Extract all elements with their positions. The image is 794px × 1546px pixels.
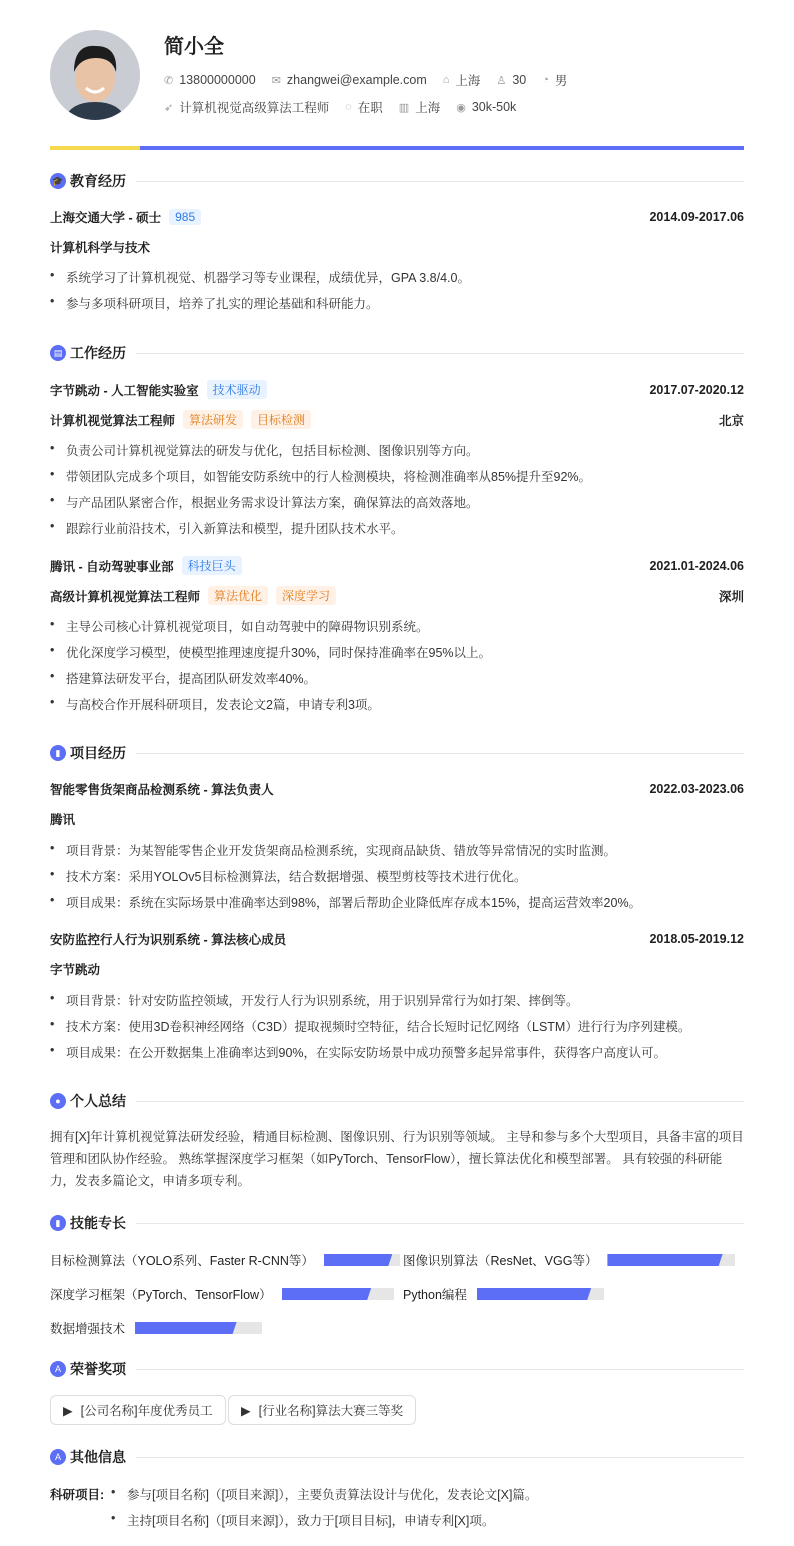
education-row: 上海交通大学 - 硕士 985 2014.09-2017.06	[50, 210, 744, 225]
work-row: 腾讯 - 自动驾驶事业部 科技巨头 2021.01-2024.06	[50, 556, 744, 575]
skill-item: 数据增强技术	[50, 1319, 262, 1337]
section-summary: ● 个人总结	[50, 1091, 744, 1111]
salary: 30k-50k	[471, 100, 517, 114]
project-org: 腾讯	[50, 813, 76, 827]
section-projects: ▮ 项目经历	[50, 743, 744, 763]
section-other: A 其他信息	[50, 1447, 744, 1467]
role-row: 高级计算机视觉算法工程师 算法优化 深度学习 深圳	[50, 586, 744, 605]
skill-bar	[477, 1288, 591, 1300]
contact-row	[164, 71, 567, 89]
candidate-name: 简小全	[164, 36, 224, 58]
gender: 男	[554, 74, 568, 88]
tag: 985	[169, 209, 201, 225]
avatar	[50, 30, 140, 120]
section-awards: A 荣誉奖项	[50, 1359, 744, 1379]
status: 在职	[357, 101, 383, 115]
chart-icon: ▮	[50, 745, 66, 761]
graduation-icon: 🎓	[50, 173, 66, 189]
home-icon: ⌂	[442, 74, 450, 86]
project-org: 字节跳动	[50, 963, 101, 977]
skill-item: Python编程	[403, 1285, 604, 1303]
list-item: • 项目成果：在公开数据集上准确率达到90%，在实际安防场景中成功预警多起异常事件，获得客户高度认可。	[50, 1043, 744, 1061]
role-row: 计算机视觉算法工程师 算法研发 目标检测 北京	[50, 410, 744, 429]
skill-item: 目标检测算法（YOLO系列、Faster R-CNN等）	[50, 1251, 400, 1269]
project-row: 安防监控行人行为识别系统 - 算法核心成员 2018.05-2019.12	[50, 932, 744, 947]
skill-bar	[135, 1322, 237, 1334]
mail-icon: ✉	[271, 74, 281, 87]
list-item: • 技术方案：使用3D卷积神经网络（C3D）提取视频时空特征，结合长短时记忆网络（LSTM）进行行为序列建模。	[50, 1017, 744, 1035]
award-icon: A	[50, 1361, 66, 1377]
city: 上海	[455, 74, 481, 88]
skill-bar	[607, 1254, 722, 1266]
list-item: • 与产品团队紧密合作，根据业务需求设计算法方案，确保算法的高效落地。	[50, 493, 744, 511]
list-item: • 参与多项科研项目，培养了扎实的理论基础和科研能力。	[50, 294, 744, 312]
age-icon: ♙	[496, 74, 507, 87]
award-item[interactable]: ▶ [公司名称]年度优秀员工	[50, 1395, 226, 1425]
list-item: • 带领团队完成多个项目，如智能安防系统中的行人检测模块，将检测准确率从85%提升至92%。	[50, 467, 744, 485]
project-row: 智能零售货架商品检测系统 - 算法负责人 2022.03-2023.06	[50, 782, 744, 797]
list-item: • 搭建算法研发平台，提高团队研发效率40%。	[50, 669, 744, 687]
send-icon: ➶	[164, 101, 174, 114]
salary-icon: ◉	[456, 101, 466, 114]
chart-icon: ▮	[50, 1215, 66, 1231]
section-education: 🎓 教育经历	[50, 171, 744, 191]
caret-right-icon: ▶	[63, 1403, 73, 1418]
list-item: • 负责公司计算机视觉算法的研发与优化，包括目标检测、图像识别等方向。	[50, 441, 744, 459]
skill-bar	[282, 1288, 372, 1300]
section-work: ▤ 工作经历	[50, 343, 744, 363]
list-item: • 跟踪行业前沿技术，引入新算法和模型，提升团队技术水平。	[50, 519, 744, 537]
summary-text: 拥有[X]年计算机视觉算法研发经验，精通目标检测、图像识别、行为识别等领域。 主导和参与多个大型项目，具备丰富的项目管理和团队协作经验。 熟练掌握深度学习框架（如PyTorch、TensorFlow），擅长算法优化和模型部署。 具有较强的科研能力，发表多篇论文，申请多项专利。	[50, 1130, 744, 1188]
info-icon: A	[50, 1449, 66, 1465]
list-item: • 项目背景：为某智能零售企业开发货架商品检测系统，实现商品缺货、错放等异常情况的实时监测。	[50, 841, 744, 859]
caret-right-icon: ▶	[241, 1403, 251, 1418]
resume-header	[50, 30, 744, 120]
list-item: • 主导公司核心计算机视觉项目，如自动驾驶中的障碍物识别系统。	[50, 617, 744, 635]
position: 计算机视觉高级算法工程师	[179, 101, 330, 115]
section-skills: ▮ 技能专长	[50, 1213, 744, 1233]
user-icon: ●	[50, 1093, 66, 1109]
status-icon: ◌	[345, 101, 352, 113]
building-icon: ▥	[398, 101, 410, 114]
list-item: • 参与[项目名称]（[项目来源]），主要负责算法设计与优化，发表论文[X]篇。	[111, 1485, 731, 1503]
list-item: • 项目背景：针对安防监控领域，开发行人行为识别系统，用于识别异常行为如打架、摔倒等。	[50, 991, 744, 1009]
phone-icon: ✆	[164, 74, 174, 87]
skill-item: 深度学习框架（PyTorch、TensorFlow）	[50, 1285, 394, 1303]
skill-item: 图像识别算法（ResNet、VGG等）	[403, 1251, 735, 1269]
list-item: • 优化深度学习模型，使模型推理速度提升30%，同时保持准确率在95%以上。	[50, 643, 744, 661]
phone: 13800000000	[179, 73, 256, 87]
work-row: 字节跳动 - 人工智能实验室 技术驱动 2017.07-2020.12	[50, 380, 744, 399]
list-item: • 技术方案：采用YOLOv5目标检测算法，结合数据增强、模型剪枝等技术进行优化。	[50, 867, 744, 885]
age: 30	[512, 73, 527, 87]
list-item: • 主持[项目名称]（[项目来源]），致力于[项目目标]，申请专利[X]项。	[111, 1511, 731, 1529]
skill-bar	[324, 1254, 392, 1266]
work-city: 上海	[415, 101, 441, 115]
email: zhangwei@example.com	[286, 73, 427, 87]
other-label: 科研项目:	[50, 1488, 105, 1502]
header-divider	[50, 146, 744, 150]
list-item: • 系统学习了计算机视觉、机器学习等专业课程，成绩优异，GPA 3.8/4.0。	[50, 268, 744, 286]
gender-icon: ◔	[542, 74, 549, 86]
job-row	[164, 98, 516, 116]
list-item: • 项目成果：系统在实际场景中准确率达到98%，部署后帮助企业降低库存成本15%，提高运营效率20%。	[50, 893, 744, 911]
briefcase-icon: ▤	[50, 345, 66, 361]
list-item: • 与高校合作开展科研项目，发表论文2篇，申请专利3项。	[50, 695, 744, 713]
award-item[interactable]: ▶ [行业名称]算法大赛三等奖	[228, 1395, 416, 1425]
major: 计算机科学与技术	[50, 241, 151, 255]
